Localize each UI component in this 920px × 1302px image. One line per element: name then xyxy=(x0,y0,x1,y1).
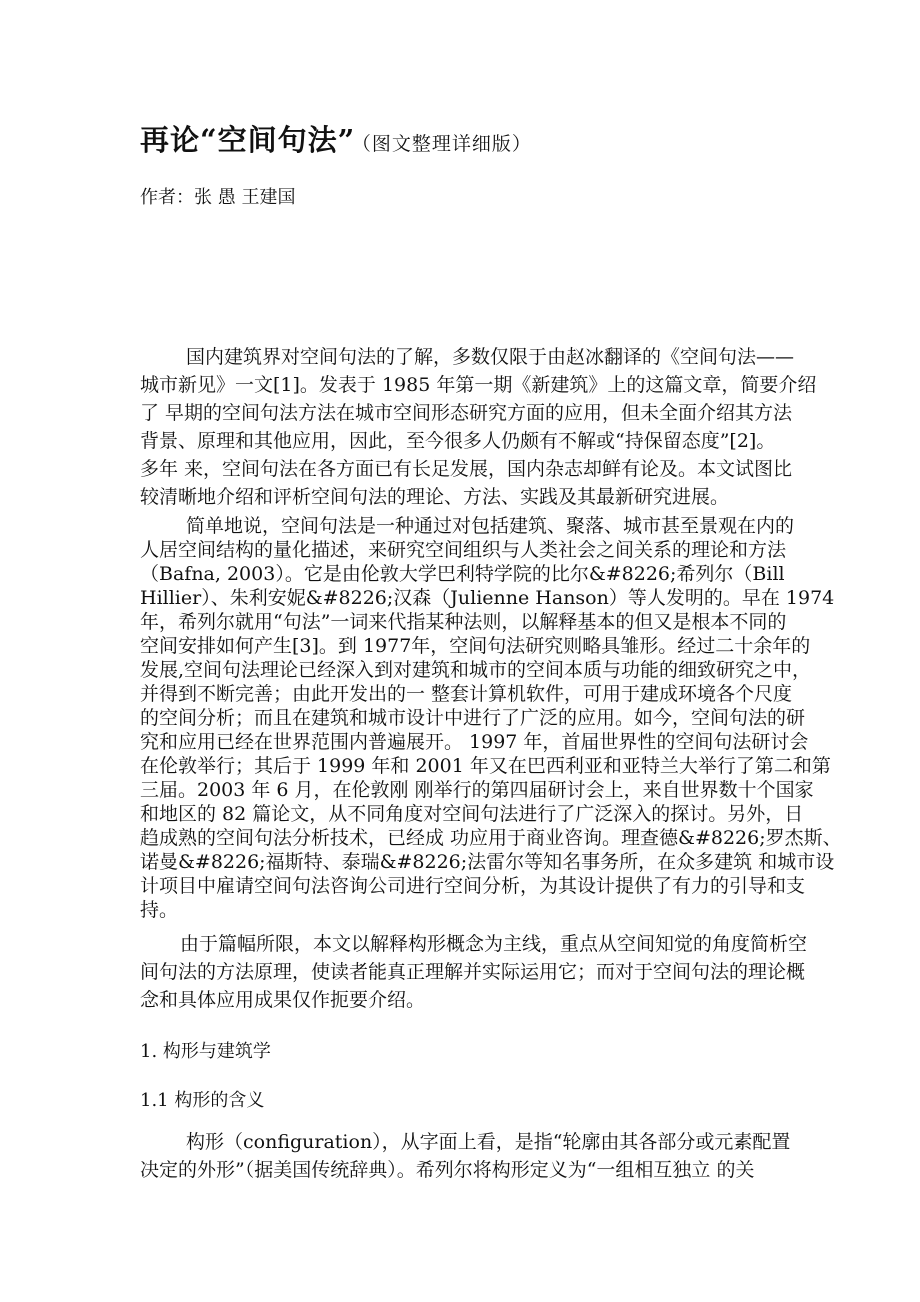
text-line: 诺曼&#8226;福斯特、泰瑞&#8226;法雷尔等知名事务所，在众多建筑 和城市设 xyxy=(140,851,835,873)
author-line: 作者：张 愚 王建国 xyxy=(140,187,296,208)
text-line: 间句法的方法原理，使读者能真正理解并实际运用它；而对于空间句法的理论概 xyxy=(140,961,806,983)
text-line: 和地区的 82 篇论文，从不同角度对空间句法进行了广泛深入的探讨。另外，日 xyxy=(140,803,804,825)
text-line: 计项目中雇请空间句法咨询公司进行空间分析，为其设计提供了有力的引导和支 xyxy=(140,875,806,897)
text-line: 趋成熟的空间句法分析技术，已经成 功应用于商业咨询。理查德&#8226;罗杰斯、 xyxy=(140,827,842,849)
text-line: （Bafna, 2003）。它是由伦敦大学巴利特学院的比尔&#8226;希列尔（Bill xyxy=(140,563,785,585)
text-line: 在伦敦举行；其后于 1999 年和 2001 年又在巴西利亚和亚特兰大举行了第二和第 xyxy=(140,755,831,777)
text-line: 较清晰地介绍和评析空间句法的理论、方法、实践及其最新研究进展。 xyxy=(140,486,730,508)
paragraph-configuration xyxy=(140,1128,790,1184)
text-line: 发展,空间句法理论已经深入到对建筑和城市的空间本质与功能的细致研究之中， xyxy=(140,659,812,681)
text-line: 究和应用已经在世界范围内普遍展开。 1997 年，首届世界性的空间句法研讨会 xyxy=(140,731,809,753)
document-title xyxy=(140,118,532,159)
text-line: 构形（configuration），从字面上看，是指“轮廓由其各部分或元素配置 xyxy=(186,1131,791,1153)
text-line: 三届。2003 年 6 月，在伦敦刚 刚举行的第四届研讨会上，来自世界数十个国家 xyxy=(140,779,814,801)
text-line: Hillier）、朱利安妮&#8226;汉森（Julienne Hanson）等人发明的。早在 1974 xyxy=(140,587,835,609)
text-line: 的空间分析；而且在建筑和城市设计中进行了广泛的应用。如今，空间句法的研 xyxy=(140,707,806,729)
title-subtitle: （图文整理详细版） xyxy=(361,133,532,155)
text-line: 年，希列尔就用“句法”一词来代指某种法则，以解释基本的但又是根本不同的 xyxy=(140,611,787,633)
paragraph-intro xyxy=(140,343,817,511)
paragraph-definition xyxy=(140,514,842,922)
section-heading-1: 1. 构形与建筑学 xyxy=(140,1041,271,1062)
text-line: 由于篇幅所限，本文以解释构形概念为主线，重点从空间知觉的角度简析空 xyxy=(180,933,808,955)
text-line: 持。 xyxy=(140,899,179,921)
text-line: 了 早期的空间句法方法在城市空间形态研究方面的应用，但未全面介绍其方法 xyxy=(140,402,793,424)
text-line: 多年 来，空间句法在各方面已有长足发展，国内杂志却鲜有论及。本文试图比 xyxy=(140,458,793,480)
text-line: 国内建筑界对空间句法的了解，多数仅限于由赵冰翻译的《空间句法—— xyxy=(186,346,795,368)
text-line: 背景、原理和其他应用，因此，至今很多人仍颇有不解或“持保留态度”[2]。 xyxy=(140,430,776,452)
text-line: 念和具体应用成果仅作扼要介绍。 xyxy=(140,989,426,1011)
paragraph-scope xyxy=(140,930,808,1014)
text-line: 简单地说，空间句法是一种通过对包括建筑、聚落、城市甚至景观在内的 xyxy=(186,515,795,537)
text-line: 空间安排如何产生[3]。到 1977年，空间句法研究则略具雏形。经过二十余年的 xyxy=(140,635,811,657)
text-line: 并得到不断完善；由此开发出的一 整套计算机软件，可用于建成环境各个尺度 xyxy=(140,683,793,705)
text-line: 城市新见》一文[1]。发表于 1985 年第一期《新建筑》上的这篇文章，简要介绍 xyxy=(140,374,817,396)
text-line: 人居空间结构的量化描述，来研究空间组织与人类社会之间关系的理论和方法 xyxy=(140,539,787,561)
text-line: 决定的外形”（据美国传统辞典）。希列尔将构形定义为“一组相互独立 的关 xyxy=(140,1159,755,1181)
title-main: 再论“空间句法” xyxy=(140,123,356,157)
section-heading-1-1: 1.1 构形的含义 xyxy=(140,1090,265,1111)
